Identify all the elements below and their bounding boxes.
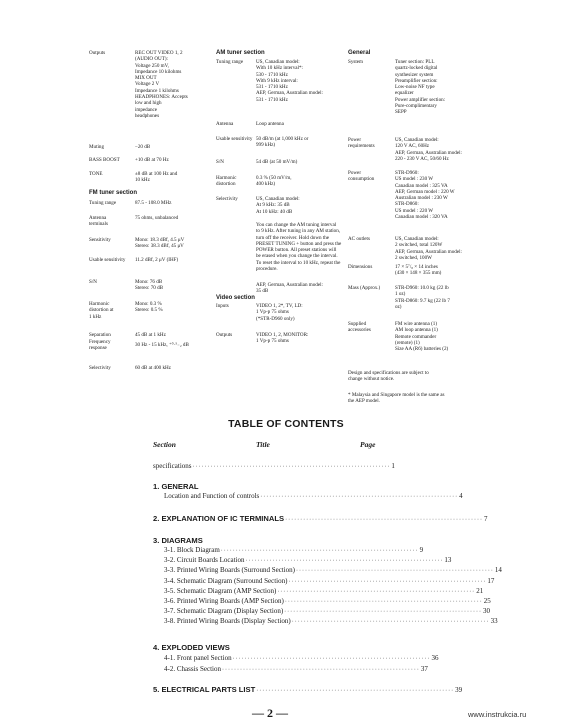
- text-line: 530 - 1710 kHz: [256, 71, 288, 78]
- toc-item-label: specifications: [153, 462, 192, 470]
- am-harmonic-values: [256, 175, 292, 188]
- toc-leader: ··································································: [232, 656, 431, 662]
- text-line: Stereo: 0.5 %: [135, 307, 163, 314]
- text-line: 1 kHz: [89, 313, 102, 320]
- text-line: With 9 kHz interval:: [256, 77, 298, 84]
- text-line: SEPP: [395, 109, 407, 116]
- text-line: With 10 kHz interval*:: [256, 65, 303, 72]
- toc-title: TABLE OF CONTENTS: [228, 418, 344, 430]
- spec-column-2: [216, 50, 344, 400]
- text-line: AM loop antenna (1): [395, 327, 438, 334]
- text-line: low and high: [135, 100, 162, 107]
- toc-item[interactable]: [164, 586, 484, 597]
- toc-item-page: 1: [391, 462, 395, 470]
- text-line: Stereo: 38.3 dBf, 45 μV: [135, 243, 184, 250]
- text-line: change without notice.: [348, 376, 395, 383]
- toc-sec3-heading[interactable]: 3. DIAGRAMS: [153, 536, 203, 545]
- text-line: headphones: [135, 112, 160, 119]
- muting-value: −20 dB: [135, 144, 151, 150]
- am-tuner-header: AM tuner section: [216, 50, 265, 56]
- toc-item-page: 37: [420, 664, 428, 673]
- toc-sec1-item[interactable]: [164, 492, 463, 500]
- text-line: Preamplifier section:: [395, 77, 438, 84]
- tone-label: TONE: [89, 171, 103, 177]
- fm-usable-value: 11.2 dBf, 2 μV (IHF): [135, 257, 179, 263]
- toc-col-page: Page: [360, 440, 376, 449]
- text-line: Impedance 1 kilohms: [135, 87, 179, 94]
- text-line: STR-D860: 9.7 kg (22 lb 7: [395, 297, 450, 304]
- toc-specifications[interactable]: [153, 462, 395, 470]
- general-header: General: [348, 50, 371, 56]
- text-line: Impedance 10 kilohms: [135, 68, 182, 75]
- toc-col-title: Title: [256, 440, 270, 449]
- text-line: Australian model : 230 W: [395, 195, 448, 202]
- am-selectivity-label: Selectivity: [216, 196, 238, 202]
- text-line: Harmonic: [216, 175, 237, 181]
- text-line: Mono: 18.3 dBf, 4.5 μV: [135, 237, 185, 243]
- video-inputs-label: Inputs: [216, 303, 229, 309]
- fm-selectivity-value: 60 dB at 400 kHz: [135, 365, 171, 371]
- toc-item[interactable]: [164, 654, 439, 665]
- text-line: 999 kHz): [256, 142, 276, 149]
- malaysia-note: [348, 392, 444, 405]
- text-line: Supplied: [348, 321, 367, 327]
- text-line: AEP, German, Australian model:: [256, 282, 323, 288]
- text-line: US, Canadian model:: [395, 236, 439, 242]
- text-line: Stereo: 70 dB: [135, 285, 164, 292]
- design-notice: [348, 370, 429, 383]
- dimensions-label: Dimensions: [348, 264, 373, 270]
- text-line: Tuner section: PLL: [395, 59, 435, 65]
- fm-harmonic-label: [89, 301, 113, 320]
- am-selectivity-values: [256, 196, 300, 215]
- text-line: 0.3 % (50 mV/m,: [256, 175, 292, 181]
- toc-leader: ··································································: [192, 464, 391, 470]
- toc-sec3-list: [164, 546, 502, 628]
- dimensions-values: [395, 264, 441, 277]
- text-line: accessories: [348, 327, 371, 334]
- am-sn-value: 54 dB (at 50 mV/m): [256, 159, 298, 165]
- toc-leader: ··································································: [284, 598, 483, 605]
- fm-antenna-label: [89, 215, 108, 228]
- outputs-values: [135, 50, 188, 119]
- text-line: AEP, German, Australian model:: [395, 149, 462, 156]
- am-harmonic-label: [216, 175, 236, 188]
- text-line: US, Canadian model:: [256, 59, 300, 65]
- fm-antenna-value: 75 ohms, unbalanced: [135, 215, 179, 221]
- muting-label: Muting: [89, 144, 105, 150]
- text-line: 10 kHz: [135, 177, 150, 184]
- toc-leader: ··································································: [245, 558, 444, 565]
- system-values: [395, 59, 445, 116]
- fm-sn-label: S/N: [89, 279, 97, 285]
- am-usable-values: [256, 136, 308, 149]
- text-line: Power: [348, 170, 362, 176]
- text-line: You can change the AM tuning interval: [256, 222, 337, 228]
- text-line: Mono: 0.3 %: [135, 301, 162, 307]
- text-line: VIDEO 1, 2*, TV, LD:: [256, 303, 303, 309]
- spec-column-3: [348, 50, 478, 410]
- text-line: STR-D860:: [395, 201, 419, 208]
- fm-tuning-label: Tuning range: [89, 200, 117, 206]
- toc-item-page: 9: [419, 546, 424, 554]
- text-line: HEADPHONES: Accepts: [135, 94, 188, 101]
- text-line: distortion: [216, 181, 236, 188]
- fm-sensitivity-values: [135, 237, 184, 250]
- mass-label: Mass (Approx.): [348, 285, 381, 291]
- text-line: POWER button. All preset stations will: [256, 247, 337, 254]
- text-line: Pure-complimentary: [395, 103, 437, 110]
- toc-item-page: 7: [483, 515, 488, 523]
- text-line: Power: [348, 137, 362, 143]
- text-line: 531 - 1710 kHz: [256, 84, 288, 91]
- text-line: FM wire antenna (1): [395, 321, 438, 327]
- text-line: Size AA (R6) batteries (2): [395, 346, 449, 353]
- text-line: response: [89, 345, 107, 352]
- toc-item-page: 17: [487, 576, 495, 585]
- fm-separation-value: 45 dB at 1 kHz: [135, 332, 166, 338]
- text-line: requirements: [348, 143, 375, 150]
- toc-item-label: 3-3. Printed Wiring Boards (Surround Section): [164, 566, 296, 575]
- fm-selectivity-label: Selectivity: [89, 365, 111, 371]
- toc-item-label: 4-1. Front panel Section: [164, 654, 232, 662]
- ac-outlets-values: [395, 236, 462, 261]
- system-label: System: [348, 59, 364, 65]
- text-line: terminals: [89, 221, 108, 228]
- text-line: US, Canadian model:: [395, 137, 439, 143]
- am-antenna-value: Loop antenna: [256, 121, 284, 127]
- toc-sec1-heading[interactable]: 1. GENERAL: [153, 482, 199, 491]
- text-line: 531 - 1710 kHz: [256, 96, 288, 103]
- toc-leader: ··································································: [288, 578, 487, 585]
- text-line: At 9 kHz: 35 dB: [256, 202, 290, 209]
- toc-leader: ··································································: [256, 688, 455, 694]
- text-line: be erased when you change the interval.: [256, 253, 338, 260]
- fm-tuner-header: FM tuner section: [89, 190, 138, 196]
- text-line: STR-D960: 10.0 kg (22 lb: [395, 285, 449, 291]
- toc-item[interactable]: [164, 546, 424, 556]
- text-line: MIX OUT: [135, 75, 157, 82]
- toc-item-label: 3-5. Schematic Diagram (AMP Section): [164, 586, 277, 595]
- text-line: consumption: [348, 176, 375, 183]
- text-line: AEP, German model : 220 W: [395, 188, 455, 195]
- spec-column-1: [89, 50, 214, 400]
- text-line: 2 switched, 100W: [395, 254, 432, 261]
- am-sn-label: S/N: [216, 159, 224, 165]
- text-line: Low-noise NF type: [395, 84, 435, 91]
- supplied-label: [348, 321, 371, 334]
- toc-sec5[interactable]: [153, 685, 463, 694]
- text-line: 35 dB: [256, 288, 269, 295]
- am-antenna-label: Antenna: [216, 121, 234, 127]
- video-section-header: Video section: [216, 295, 255, 301]
- toc-leader: ··································································: [285, 517, 483, 523]
- text-line: VIDEO 1, 2, MONITOR:: [256, 332, 309, 338]
- toc-leader: ··································································: [291, 619, 490, 626]
- toc-item-page: 33: [490, 617, 498, 626]
- text-line: Design and specifications are subject to: [348, 370, 429, 376]
- page-number: — 2 —: [252, 706, 288, 720]
- text-line: the AEP model.: [348, 398, 380, 405]
- text-line: Voltage 2 V: [135, 81, 160, 88]
- text-line: 50 dB/m (at 1,000 kHz or: [256, 136, 309, 142]
- toc-item-label: 3-2. Circuit Boards Location: [164, 556, 245, 565]
- toc-item[interactable]: [164, 596, 491, 607]
- watermark-link[interactable]: www.instrukcia.ru: [468, 710, 527, 719]
- text-line: to 9 kHz. After tuning in any AM station,: [256, 228, 341, 235]
- text-line: Antenna: [89, 215, 107, 221]
- text-line: equalizer: [395, 90, 414, 97]
- text-line: oz): [395, 303, 402, 310]
- outputs-label: Outputs: [89, 50, 106, 56]
- ac-outlets-label: AC outlets: [348, 236, 370, 242]
- fm-sensitivity-label: Sensitivity: [89, 237, 111, 243]
- toc-item-label: Location and Function of controls: [164, 492, 260, 500]
- text-line: 17 × 5⁷/₈ × 14 inches: [395, 264, 438, 270]
- text-line: 400 kHz): [256, 181, 276, 188]
- text-line: STR-D960:: [395, 170, 419, 176]
- text-line: turn off the receiver. Hold down the: [256, 234, 330, 241]
- text-line: distortion at: [89, 307, 114, 314]
- toc-item-page: 14: [494, 566, 502, 575]
- toc-item-label: 4-2. Chassis Section: [164, 664, 221, 673]
- text-line: US model : 220 W: [395, 207, 434, 214]
- text-line: Remote commander: [395, 333, 437, 340]
- fm-frequency-label: [89, 339, 111, 352]
- text-line: 1 Vp-p 75 ohms: [256, 309, 289, 316]
- fm-separation-label: Separation: [89, 332, 111, 338]
- text-line: (430 × 148 × 355 mm): [395, 270, 442, 277]
- toc-item-label: 3-6. Printed Wiring Boards (AMP Section): [164, 596, 284, 605]
- am-tuning-values: [256, 59, 323, 103]
- text-line: quartz-locked digital: [395, 65, 438, 72]
- am-tuning-label: Tuning range: [216, 59, 244, 65]
- text-line: To reset the interval to 10 kHz, repeat the: [256, 259, 341, 266]
- fm-usable-label: Usable sensitivity: [89, 257, 126, 263]
- text-line: * Malaysia and Singapore model is the same as: [348, 392, 445, 398]
- toc-item-page: 4: [459, 492, 463, 500]
- fm-frequency-value: 30 Hz - 15 kHz, ⁺⁰·⁵₋₂ dB: [135, 342, 189, 348]
- text-line: AEP, German, Australian model:: [395, 248, 462, 255]
- text-line: REC OUT VIDEO 1, 2: [135, 50, 183, 56]
- toc-leader: ··································································: [277, 588, 476, 595]
- power-cons-values: [395, 170, 455, 220]
- text-line: (remote) (1): [395, 339, 420, 346]
- toc-item-page: 30: [483, 607, 491, 616]
- toc-item[interactable]: [164, 566, 502, 576]
- fm-tuning-value: 87.5 - 108.0 MHz: [135, 200, 172, 206]
- text-line: Harmonic: [89, 301, 110, 307]
- power-cons-label: [348, 170, 374, 183]
- toc-sec4-list: [164, 654, 439, 675]
- text-line: 220 - 230 V AC, 50/60 Hz: [395, 155, 449, 162]
- toc-item-page: 39: [455, 686, 463, 694]
- video-outputs-label: Outputs: [216, 332, 233, 338]
- toc-leader: ··································································: [284, 609, 483, 616]
- power-req-label: [348, 137, 375, 150]
- power-req-values: [395, 137, 462, 162]
- text-line: AEP, German, Australian model:: [256, 90, 323, 97]
- fm-sn-values: [135, 279, 163, 292]
- text-line: At 10 kHz: 40 dB: [256, 208, 293, 215]
- text-line: 1 Vp-p 75 ohms: [256, 338, 289, 345]
- toc-item-page: 25: [483, 596, 491, 605]
- toc-item[interactable]: [164, 576, 495, 587]
- toc-leader: ··································································: [221, 666, 420, 673]
- text-line: (AUDIO OUT):: [135, 56, 168, 63]
- toc-sec4-heading[interactable]: 4. EXPLODED VIEWS: [153, 643, 230, 652]
- toc-sec2-heading: 2. EXPLANATION OF IC TERMINALS: [153, 514, 285, 523]
- am-usable-label: Usable sensitivity: [216, 136, 253, 142]
- text-line: US model : 230 W: [395, 176, 434, 183]
- bass-boost-value: +10 dB at 70 Hz: [135, 157, 169, 163]
- video-outputs-values: [256, 332, 308, 345]
- toc-item-label: 3-1. Block Diagram: [164, 546, 220, 554]
- text-line: Power amplifier section:: [395, 96, 446, 103]
- mass-values: [395, 285, 450, 310]
- toc-sec2[interactable]: [153, 514, 488, 523]
- toc-item-page: 13: [444, 556, 452, 565]
- toc-item[interactable]: [164, 664, 428, 676]
- text-line: synthesizer system: [395, 71, 434, 78]
- toc-item[interactable]: [164, 607, 491, 617]
- toc-col-section: Section: [153, 440, 176, 449]
- text-line: 2 switched, total 120W: [395, 242, 443, 249]
- toc-item-label: 3-4. Schematic Diagram (Surround Section): [164, 576, 288, 585]
- text-line: procedure.: [256, 266, 278, 273]
- toc-item[interactable]: [164, 617, 498, 627]
- bass-boost-label: BASS BOOST: [89, 157, 120, 163]
- text-line: Frequency: [89, 339, 111, 345]
- video-inputs-values: [256, 303, 303, 322]
- toc-item-page: 36: [431, 654, 439, 662]
- tone-values: [135, 171, 177, 184]
- toc-leader: ··································································: [260, 494, 459, 500]
- supplied-values: [395, 321, 448, 352]
- text-line: (*STR-D960 only): [256, 315, 295, 322]
- text-line: US, Canadian model:: [256, 196, 300, 202]
- am-aep-values: [256, 282, 323, 295]
- text-line: Mono: 76 dB: [135, 279, 163, 285]
- toc-item[interactable]: [164, 556, 452, 566]
- am-interval-paragraph: [256, 222, 341, 272]
- text-line: 120 V AC, 60Hz: [395, 143, 430, 150]
- toc-sec5-heading: 5. ELECTRICAL PARTS LIST: [153, 685, 256, 694]
- text-line: Voltage 250 mV,: [135, 62, 169, 69]
- toc-item-label: 3-8. Printed Wiring Boards (Display Section): [164, 617, 291, 626]
- toc-item-label: 3-7. Schematic Diagram (Display Section): [164, 607, 284, 616]
- text-line: impedance: [135, 106, 158, 113]
- text-line: 1 oz): [395, 291, 406, 298]
- text-line: Canadian model : 320 VA: [395, 214, 448, 221]
- toc-leader: ··································································: [296, 568, 494, 575]
- text-line: Canadian model : 325 VA: [395, 182, 448, 189]
- toc-item-page: 21: [476, 586, 484, 595]
- text-line: ±8 dB at 100 Hz and: [135, 171, 178, 177]
- fm-harmonic-values: [135, 301, 163, 314]
- text-line: PRESET TUNING + button and press the: [256, 240, 342, 247]
- toc-leader: ··································································: [220, 548, 419, 554]
